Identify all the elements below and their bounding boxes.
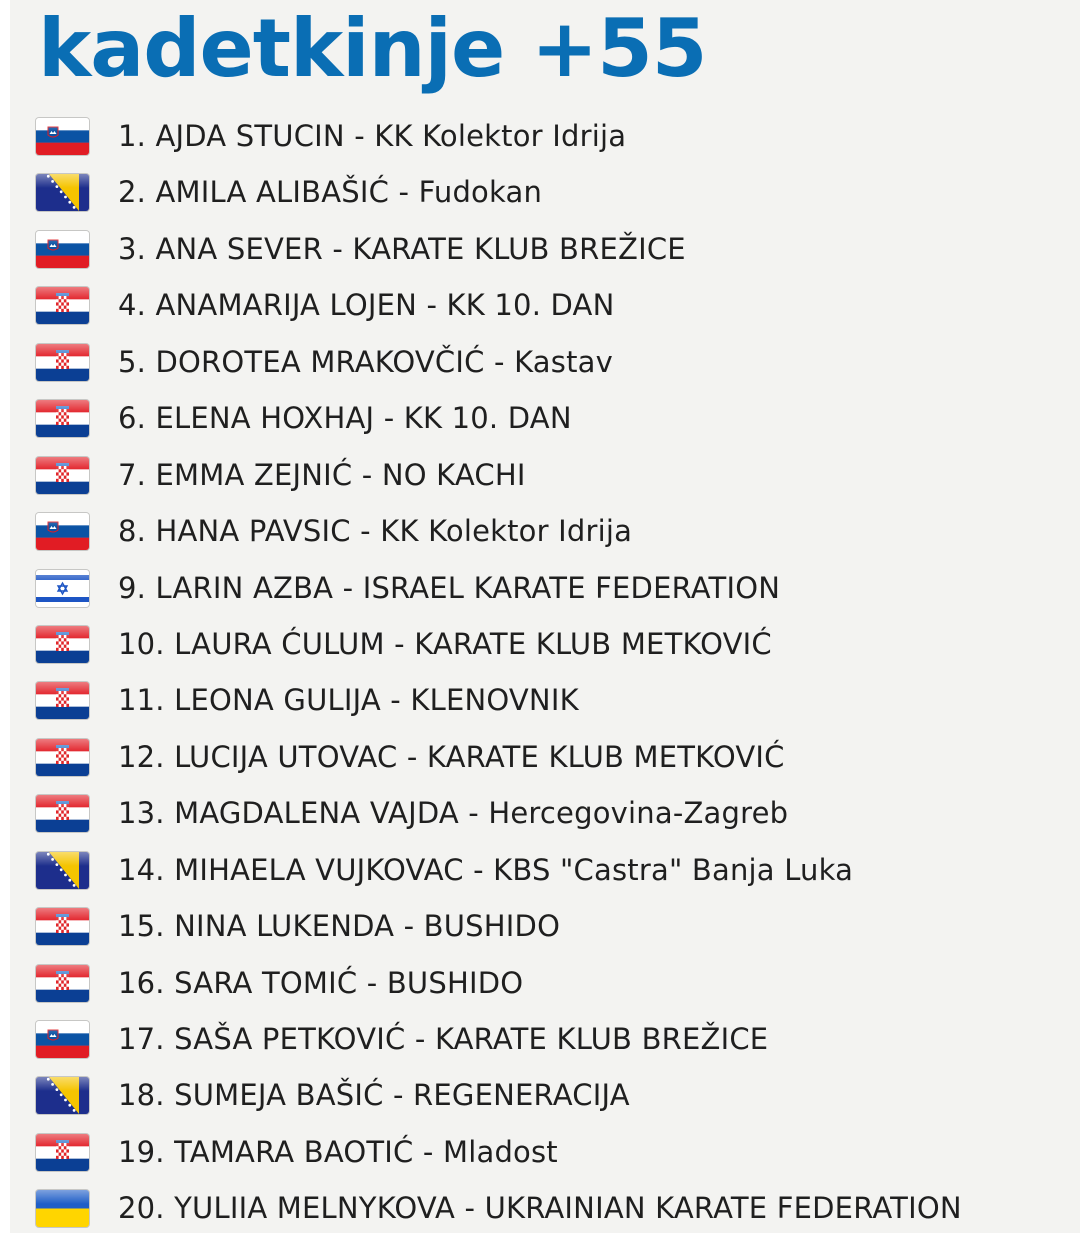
list-item	[0, 447, 1080, 503]
list-item	[0, 390, 1080, 446]
list-item	[0, 729, 1080, 785]
list-item	[0, 560, 1080, 616]
bosnia-flag-icon	[36, 852, 89, 889]
list-item	[0, 842, 1080, 898]
croatia-flag-icon	[36, 965, 89, 1002]
croatia-flag-icon	[36, 795, 89, 832]
list-item	[0, 785, 1080, 841]
competitor-entry: 16. SARA TOMIĆ - BUSHIDO	[118, 965, 524, 1000]
bosnia-flag-icon	[36, 174, 89, 211]
croatia-flag-icon	[36, 1134, 89, 1171]
competitor-entry: 4. ANAMARIJA LOJEN - KK 10. DAN	[118, 288, 615, 323]
list-item	[0, 277, 1080, 333]
competitor-entry: 11. LEONA GULIJA - KLENOVNIK	[118, 683, 579, 718]
croatia-flag-icon	[36, 739, 89, 776]
list-item	[0, 503, 1080, 559]
list-item	[0, 616, 1080, 672]
list-item	[0, 1067, 1080, 1123]
croatia-flag-icon	[36, 682, 89, 719]
competitor-entry: 10. LAURA ĆULUM - KARATE KLUB METKOVIĆ	[118, 626, 772, 661]
list-item	[0, 1011, 1080, 1067]
competitor-entry: 18. SUMEJA BAŠIĆ - REGENERACIJA	[118, 1078, 630, 1113]
list-item	[0, 898, 1080, 954]
list-item	[0, 164, 1080, 220]
competitor-entry: 2. AMILA ALIBAŠIĆ - Fudokan	[118, 175, 543, 210]
competitor-entry: 12. LUCIJA UTOVAC - KARATE KLUB METKOVIĆ	[118, 739, 785, 774]
croatia-flag-icon	[36, 908, 89, 945]
croatia-flag-icon	[36, 400, 89, 437]
israel-flag-icon	[36, 570, 89, 607]
croatia-flag-icon	[36, 457, 89, 494]
competitor-entry: 9. LARIN AZBA - ISRAEL KARATE FEDERATION	[118, 570, 781, 605]
competitor-entry: 3. ANA SEVER - KARATE KLUB BREŽICE	[118, 231, 686, 266]
competitor-entry: 17. SAŠA PETKOVIĆ - KARATE KLUB BREŽICE	[118, 1022, 769, 1056]
list-item	[0, 108, 1080, 164]
competitor-entry: 20. YULIIA MELNYKOVA - UKRAINIAN KARATE FEDERATION	[118, 1191, 962, 1226]
list-item	[0, 221, 1080, 277]
page-title: kadetkinje +55	[38, 2, 707, 95]
competitor-entry: 1. AJDA STUCIN - KK Kolektor Idrija	[118, 119, 627, 153]
slovenia-flag-icon	[36, 1021, 89, 1058]
slovenia-flag-icon	[36, 118, 89, 155]
competitor-entry: 8. HANA PAVSIC - KK Kolektor Idrija	[118, 514, 633, 549]
list-item	[0, 1180, 1080, 1233]
slovenia-flag-icon	[36, 513, 89, 550]
list-item	[0, 1124, 1080, 1180]
bosnia-flag-icon	[36, 1077, 89, 1114]
croatia-flag-icon	[36, 344, 89, 381]
competitor-entry: 6. ELENA HOXHAJ - KK 10. DAN	[118, 401, 572, 436]
competitor-entry: 5. DOROTEA MRAKOVČIĆ - Kastav	[118, 344, 613, 379]
competitor-entry: 15. NINA LUKENDA - BUSHIDO	[118, 909, 561, 944]
list-item	[0, 672, 1080, 728]
list-item	[0, 334, 1080, 390]
competitor-entry: 7. EMMA ZEJNIĆ - NO KACHI	[118, 457, 526, 492]
ukraine-flag-icon	[36, 1190, 89, 1227]
competitor-list	[0, 108, 1080, 1233]
croatia-flag-icon	[36, 287, 89, 324]
list-item	[0, 955, 1080, 1011]
competitor-entry: 13. MAGDALENA VAJDA - Hercegovina-Zagreb	[118, 796, 789, 831]
competitor-entry: 14. MIHAELA VUJKOVAC - KBS "Castra" Banja Luka	[118, 852, 854, 887]
croatia-flag-icon	[36, 626, 89, 663]
competitor-entry: 19. TAMARA BAOTIĆ - Mladost	[118, 1134, 558, 1169]
slovenia-flag-icon	[36, 231, 89, 268]
